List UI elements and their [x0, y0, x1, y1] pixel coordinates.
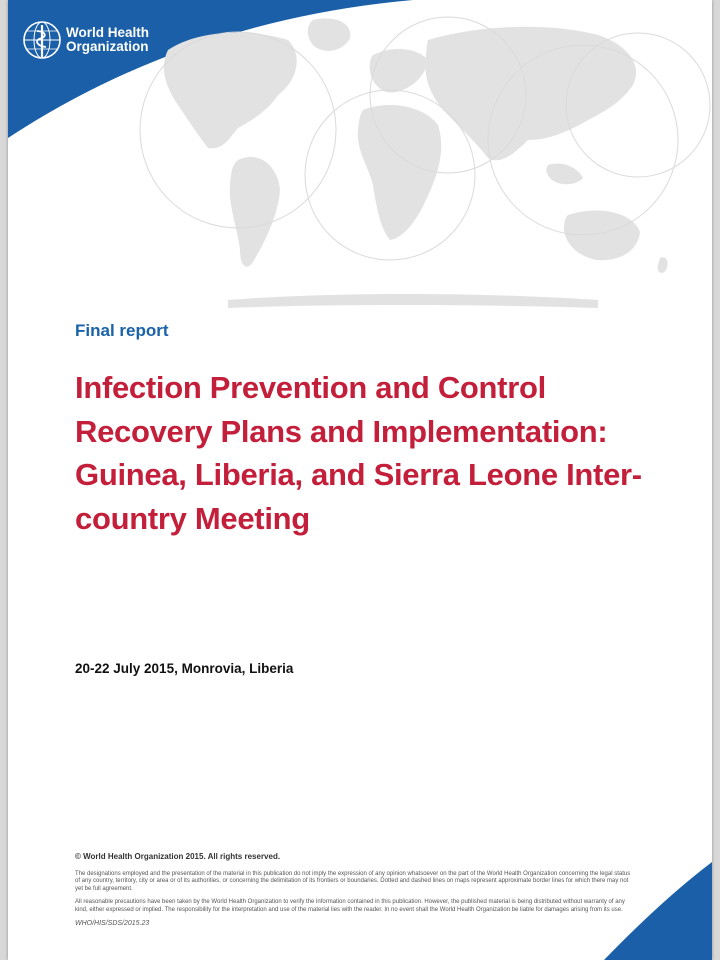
world-map-icon — [128, 0, 712, 320]
who-logo — [22, 20, 149, 60]
report-type: Final report — [75, 321, 169, 340]
organization-name-line2: Organization — [66, 39, 149, 54]
bottom-corner-banner — [602, 860, 712, 960]
legal-footer — [75, 852, 635, 927]
copyright-notice: © World Health Organization 2015. All rights reserved. — [75, 852, 281, 861]
document-page — [8, 0, 712, 960]
document-code: WHO/HIS/SDS/2015.23 — [75, 920, 150, 928]
document-title: Infection Prevention and Control Recovery Plans and Implementation: Guinea, Liberia, and Sierra Leone Inter-country Meeting — [75, 370, 642, 536]
who-emblem-icon — [22, 20, 62, 60]
meeting-date-location: 20-22 July 2015, Monrovia, Liberia — [75, 661, 294, 676]
disclaimer-designations: The designations employed and the presentation of the material in this publication do not imply the expression of any opinion whatsoever on the part of the World Health Organization concerning the legal status of any country, territory, city or area or of its authorities, or concerning the delimitation of its frontiers or boundaries. Dotted and dashed lines on maps represent approximate border lines for which there may not yet be full agreement. — [75, 871, 631, 892]
organization-name — [66, 26, 149, 54]
organization-name-line1: World Health — [66, 25, 150, 40]
disclaimer-liability: All reasonable precautions have been taken by the World Health Organization to verify the information contained in this publication. However, the published material is being distributed without warranty of any kind, either expressed or implied. The responsibility for the interpretation and use of the material lies with the reader. In no event shall the World Health Organization be liable for damages arising from its use. — [75, 899, 625, 913]
